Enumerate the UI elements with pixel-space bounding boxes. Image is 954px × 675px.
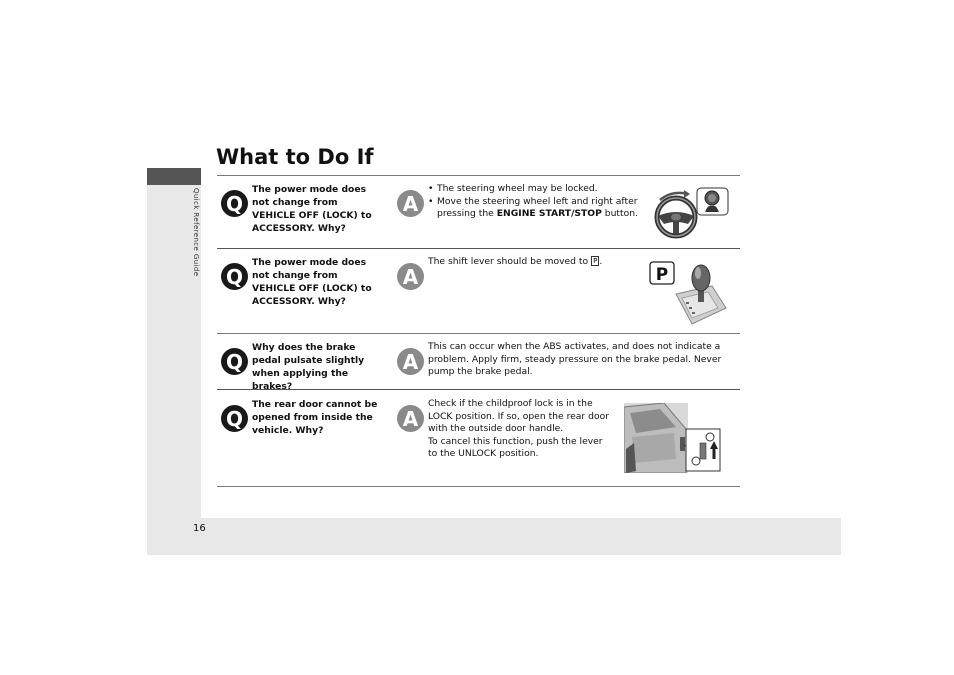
answer-text [428,398,613,461]
answer-badge: A [397,405,424,432]
shift-lever-illustration [648,258,728,328]
divider [217,486,740,487]
page-number: 16 [193,523,206,534]
shift-lever-icon [692,265,710,291]
answer-text [428,183,648,221]
question-badge: Q [221,190,248,217]
question-badge: Q [221,263,248,290]
answer-paragraph: Check if the childproof lock is in the LOCK position. If so, open the rear door with the outside door handle. [428,398,609,434]
answer-badge: A [397,190,424,217]
answer-badge: A [397,348,424,375]
question-text: The power mode does not change from VEHICLE OFF (LOCK) to ACCESSORY. Why? [252,184,372,234]
answer-text-span: Move the steering wheel left and right after pressing the [437,195,638,219]
answer-paragraph: To cancel this function, push the lever to the UNLOCK position. [428,435,603,459]
question-badge: Q [221,405,248,432]
answer-badge: A [397,263,424,290]
steering-wheel-illustration [654,186,730,240]
answer-text [428,256,648,269]
divider [217,175,740,176]
question-text: The power mode does not change from VEHICLE OFF (LOCK) to ACCESSORY. Why? [252,257,372,307]
answer-text-span: button. [601,208,639,219]
button-name-bold: ENGINE START/STOP [496,208,602,219]
section-tab [147,168,201,185]
page-title: What to Do If [216,145,374,169]
rear-door-illustration [624,403,722,473]
answer-text: This can occur when the ABS activates, and does not indicate a problem. Apply firm, steady pressure on the brake pedal. Never pump the brake pedal. [428,341,722,377]
divider [217,248,740,249]
answer-text-span: The shift lever should be moved to [428,256,592,267]
answer-bullet [428,196,648,221]
park-letter-label: P [655,265,669,285]
park-position-symbol: P [593,257,598,265]
answer-text-span: . [599,256,603,267]
answer-bullet: • The steering wheel may be locked. [428,183,648,196]
question-text: The rear door cannot be opened from inside the vehicle. Why? [252,399,378,436]
side-section-label: Quick Reference Guide [192,188,200,277]
divider [217,333,740,334]
question-text: Why does the brake pedal pulsate slightly when applying the brakes? [252,342,365,392]
question-badge: Q [221,348,248,375]
